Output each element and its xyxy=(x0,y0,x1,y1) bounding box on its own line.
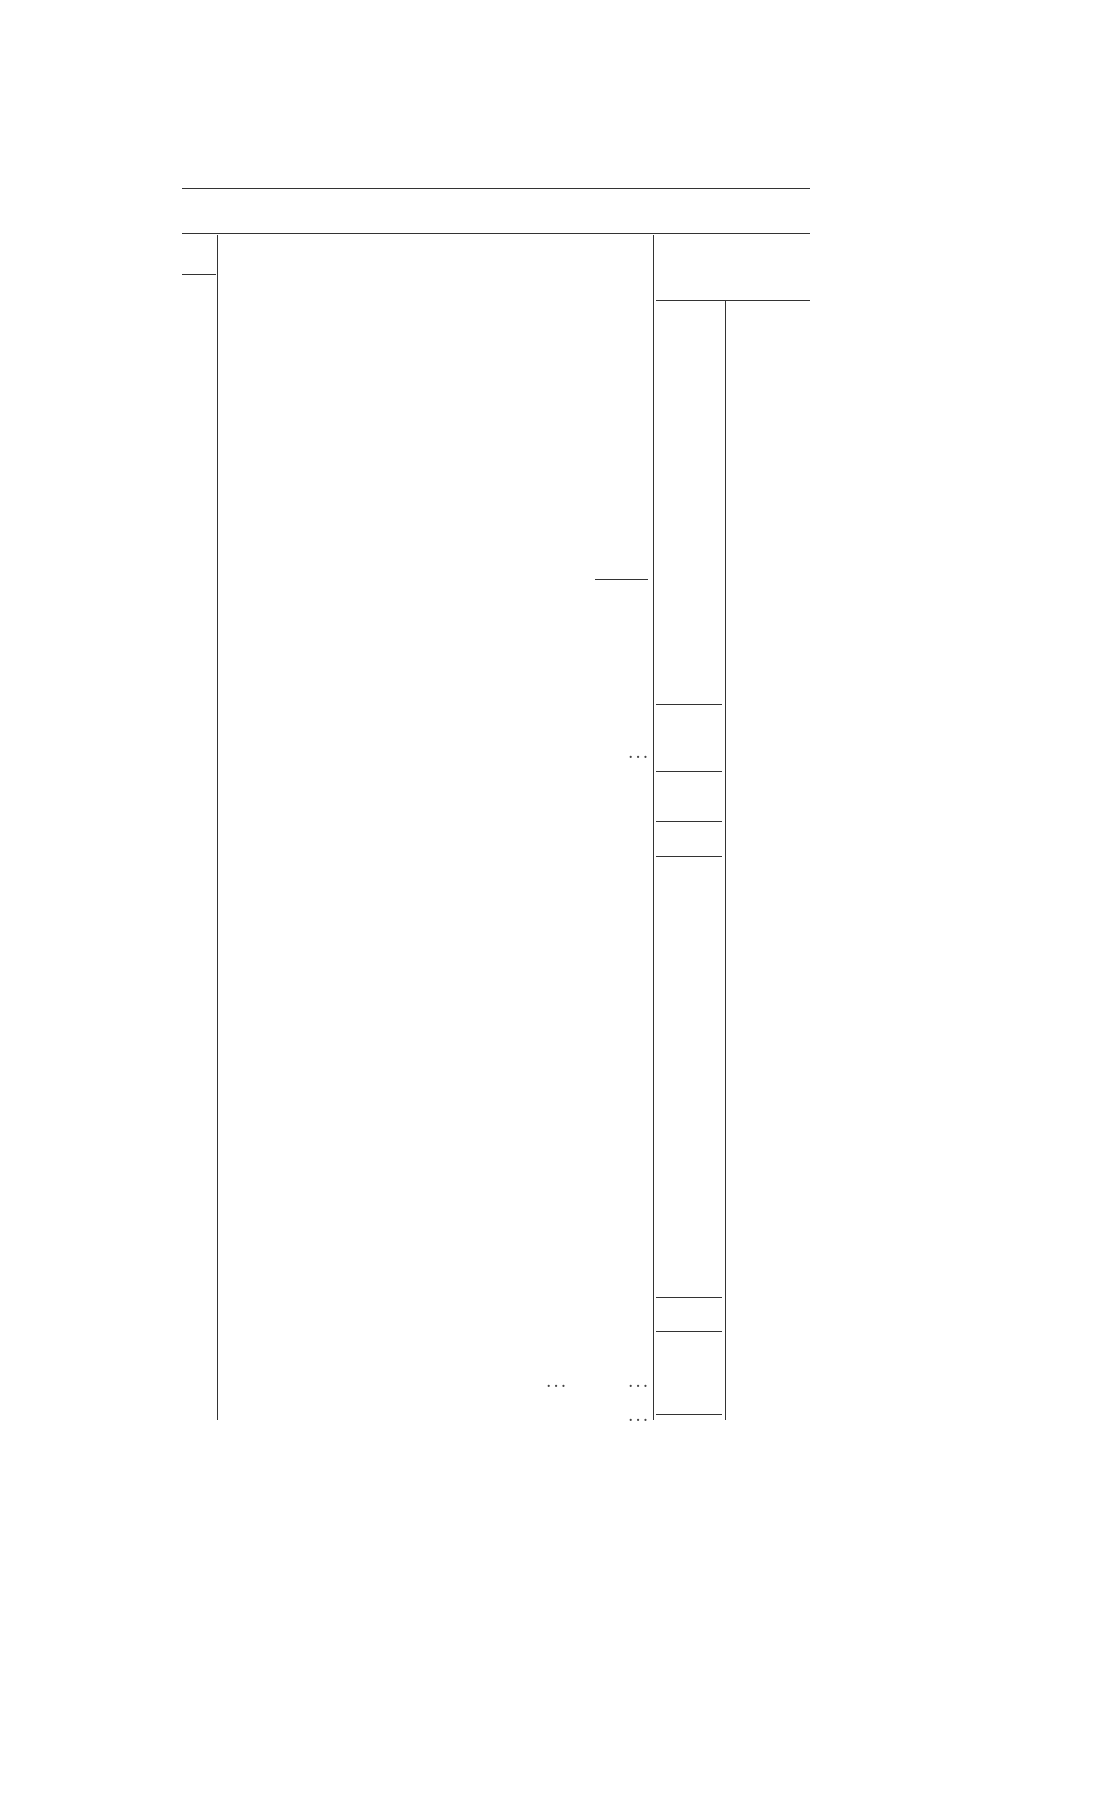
item-column-rule xyxy=(217,235,218,1420)
amount-column-rule-left xyxy=(653,235,654,1420)
amount-column-rule-mid xyxy=(725,300,726,1420)
salary-total-rule-4 xyxy=(656,856,722,857)
title-rule xyxy=(182,188,810,189)
less-credits-leader-2: ... xyxy=(628,1372,651,1392)
year-header-rule xyxy=(656,300,810,301)
total-leader: ... xyxy=(628,1406,651,1426)
salary-total-rule-2 xyxy=(656,771,722,772)
other-subtotal-rule-2 xyxy=(656,1331,722,1332)
less-credits-leader-1: ... xyxy=(546,1372,569,1392)
salary-total-rule-3 xyxy=(656,821,722,822)
general-division-rule xyxy=(595,579,648,580)
salary-total-rule-1 xyxy=(656,704,722,705)
total-rule xyxy=(656,1414,722,1415)
less-increases-leader: ... xyxy=(628,743,651,763)
other-subtotal-rule-1 xyxy=(656,1297,722,1298)
table-top-rule xyxy=(182,233,810,234)
item-header-rule xyxy=(182,274,216,275)
